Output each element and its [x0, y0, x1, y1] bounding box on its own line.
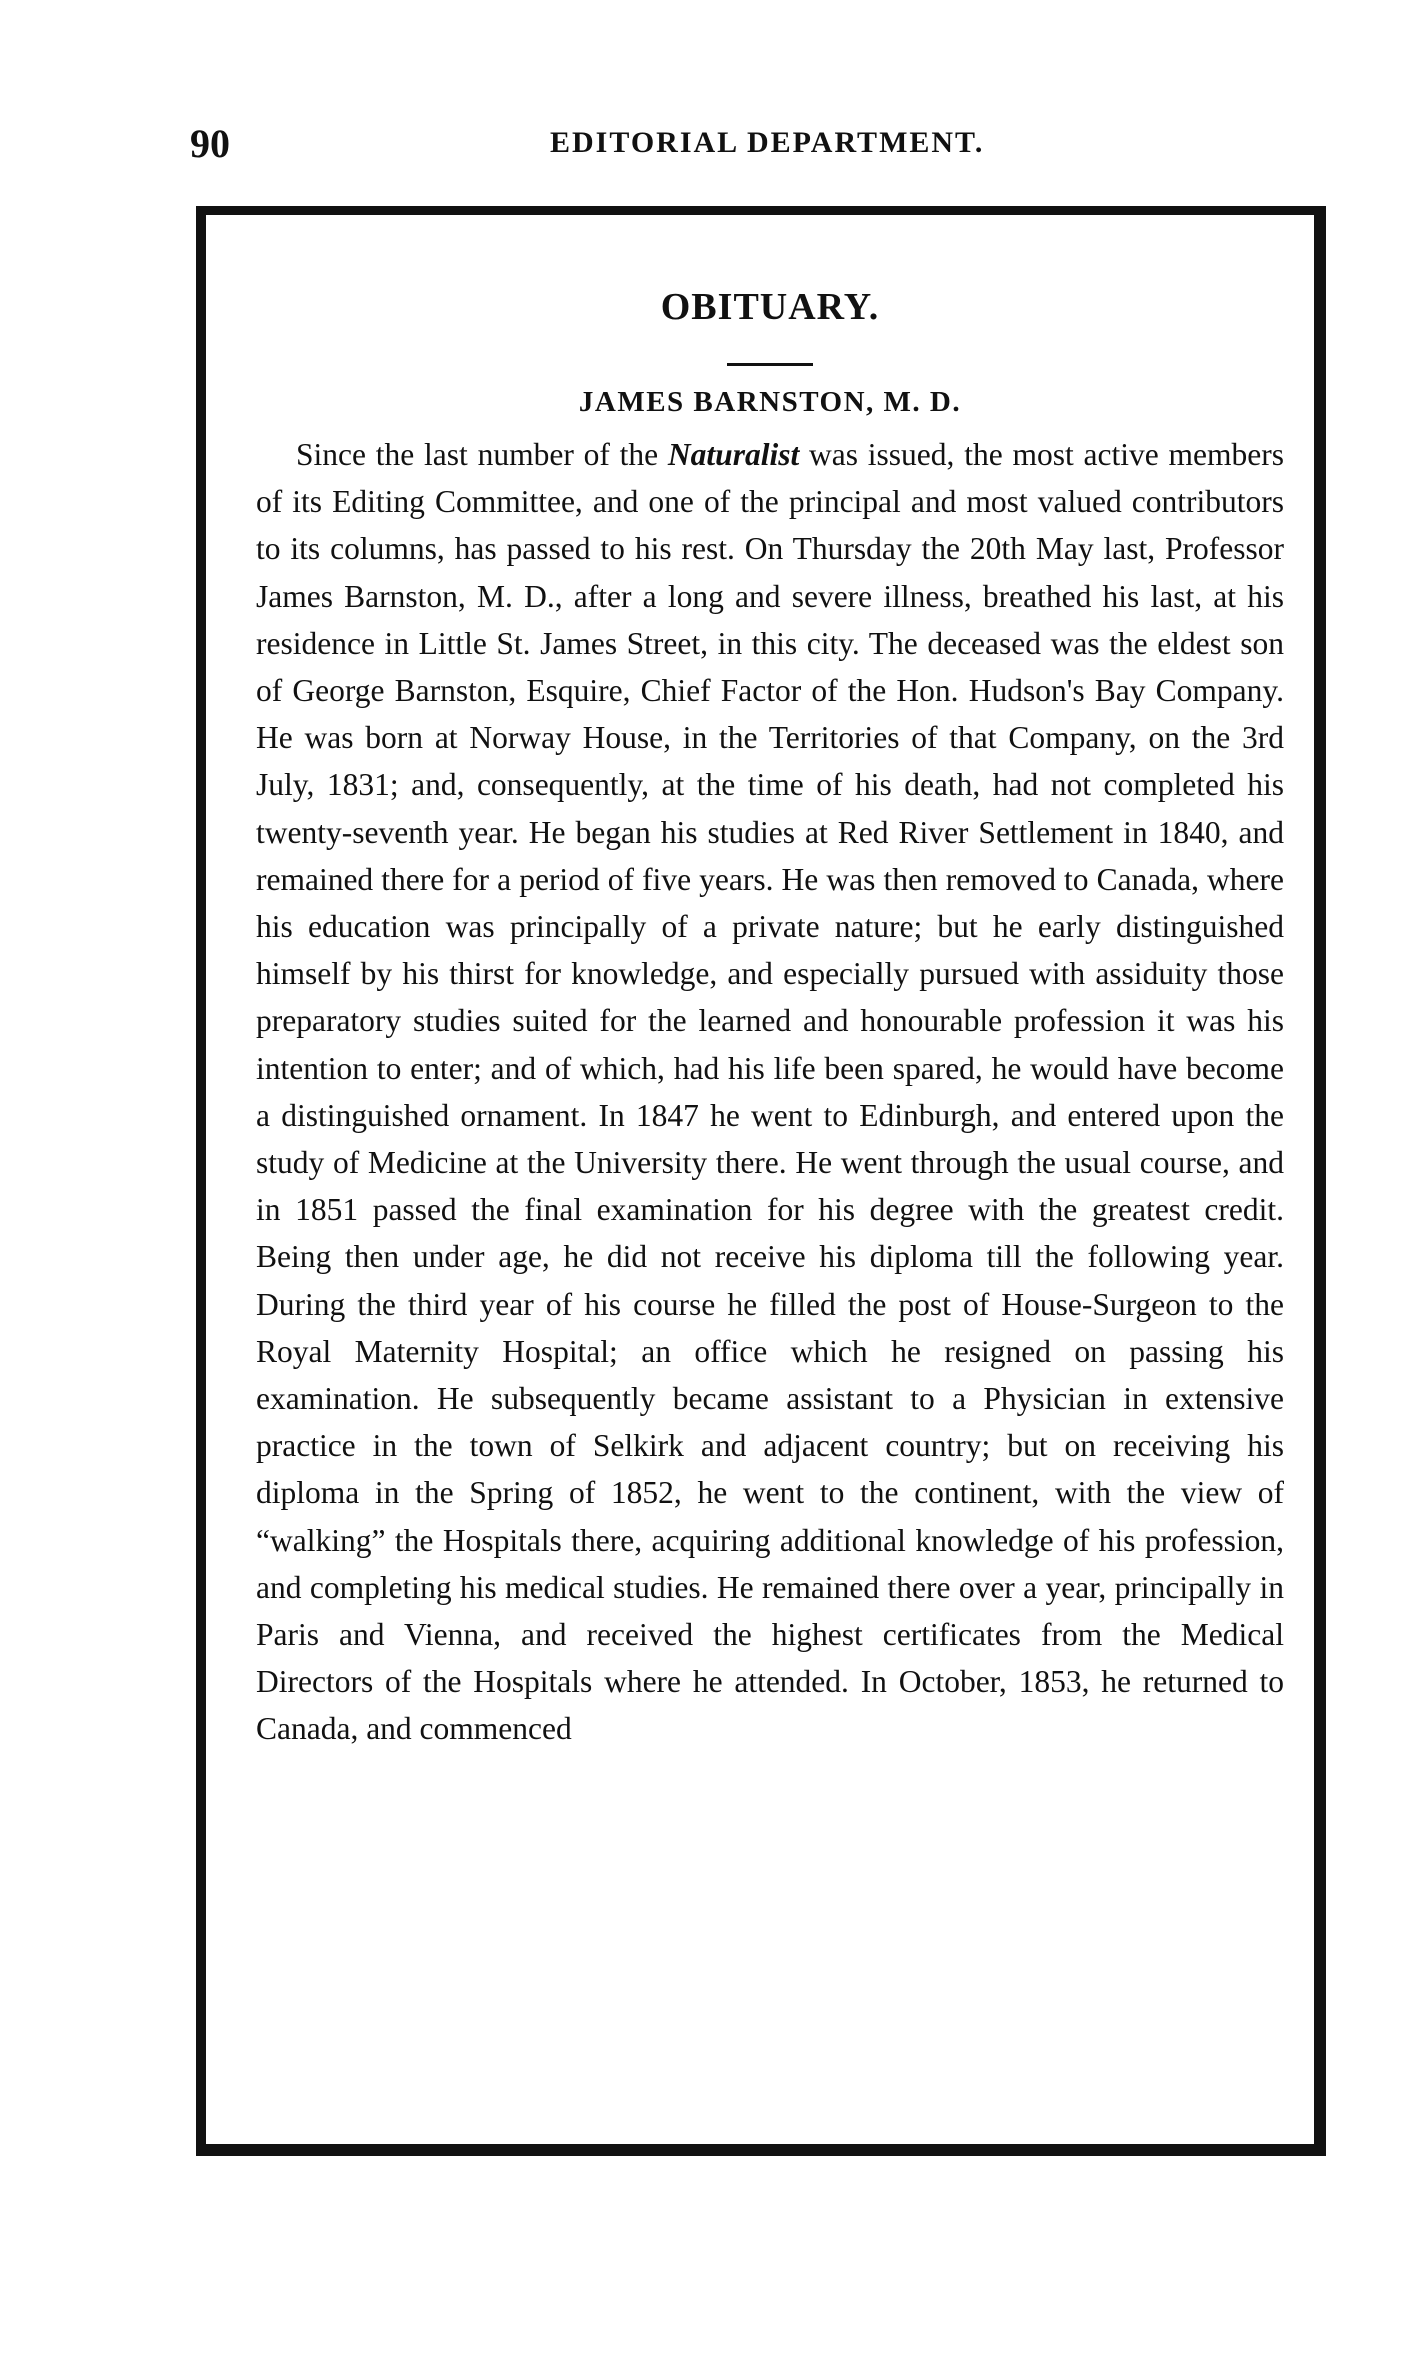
article-frame	[196, 206, 1326, 2156]
article-title: OBITUARY.	[660, 286, 880, 328]
page-number: 90	[190, 121, 230, 166]
running-head	[190, 120, 1250, 180]
article-subtitle: JAMES BARNSTON, M. D.	[578, 386, 962, 418]
article-content	[256, 285, 1284, 1753]
title-rule	[727, 363, 813, 366]
body-text-rest: was issued, the most active members of its Editing Committee, and one of the principal and most valued contributors to its columns, has passed to his rest. On Thursday the 20th May last, Professor James Barnston, M. D., after a long and severe illness, breathed his last, at his residence in Little St. James Street, in this city. The deceased was the eldest son of George Barnston, Esquire, Chief Factor of the Hon. Hudson's Bay Company. He was born at Norway House, in the Territories of that Company, on the 3rd July, 1831; and, consequently, at the time of his death, had not completed his twenty-seventh year. He began his studies at Red River Settlement in 1840, and remained there for a period of five years. He was then removed to Canada, where his education was principally of a private nature; but he early distinguished himself by his thirst for knowledge, and especially pursued with assiduity those preparatory studies suited for the learned and honourable profession it was his intention to enter; and of which, had his life been spared, he would have become a distinguished ornament. In 1847 he went to Edinburgh, and entered upon the study of Medicine at the University there. He went through the usual course, and in 1851 passed the final examination for his degree with the greatest credit. Being then under age, he did not receive his diploma till the following year. During the third year of his course he filled the post of House-Surgeon to the Royal Maternity Hospital; an office which he resigned on passing his examination. He subsequently became assistant to a Physician in extensive practice in the town of Selkirk and adjacent country; but on receiving his diploma in the Spring of 1852, he went to the continent, with the view of “walking” the Hospitals there, acquiring additional knowledge of his profession, and completing his medical studies. He remained there over a year, principally in Paris and Vienna, and received the highest certificates from the Medical Directors of the Hospitals where he attended. In October, 1853, he returned to Canada, and commenced	[256, 437, 1284, 1747]
section-title: EDITORIAL DEPARTMENT.	[550, 126, 985, 159]
publication-name: Naturalist	[667, 437, 800, 472]
article-body	[256, 431, 1284, 1753]
body-text-start: Since the last number of the	[296, 437, 668, 472]
